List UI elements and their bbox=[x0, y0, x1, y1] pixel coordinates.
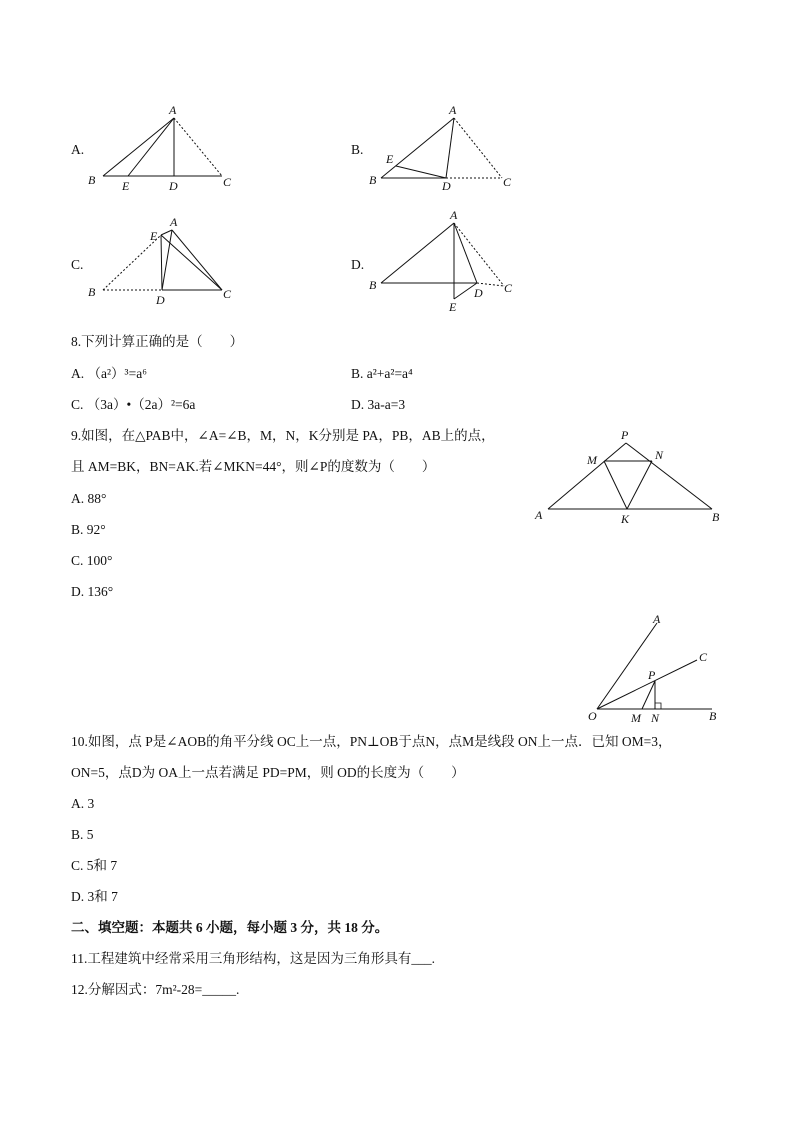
q7c-label-e: E bbox=[150, 229, 158, 243]
q7b-label-e: E bbox=[386, 152, 394, 166]
q7-option-a-label: A. bbox=[71, 142, 85, 157]
q8-option-c: C. （3a）•（2a）²=6a bbox=[71, 397, 196, 412]
q9-label-n: N bbox=[655, 448, 664, 462]
q10-label-o: O bbox=[588, 709, 597, 723]
q12-text: 12.分解因式：7m²-28=_____. bbox=[71, 982, 240, 997]
q9-label-p: P bbox=[621, 428, 629, 442]
q8-option-a: A. （a²）³=a⁶ bbox=[71, 366, 147, 381]
q7a-label-c: C bbox=[223, 175, 232, 189]
q10-stem-line1: 10.如图，点 P是∠AOB的角平分线 OC上一点，PN⊥OB于点N，点M是线段 ON上一点．已知 OM=3， bbox=[71, 734, 672, 749]
q8-option-d: D. 3a-a=3 bbox=[351, 397, 406, 412]
q7a-label-d: D bbox=[169, 179, 178, 190]
q7d-label-e: E bbox=[449, 300, 457, 314]
q7a-label-b: B bbox=[88, 173, 96, 187]
q7-figure-b bbox=[366, 100, 526, 190]
q7b-label-b: B bbox=[369, 173, 377, 187]
q10-option-c: C. 5和 7 bbox=[71, 858, 118, 873]
q9-stem-line1: 9.如图，在△PAB中，∠A=∠B，M，N，K分别是 PA，PB，AB上的点， bbox=[71, 428, 495, 443]
q9-option-c: C. 100° bbox=[71, 553, 113, 568]
q7b-label-a: A bbox=[449, 103, 457, 117]
q7-option-d-label: D. bbox=[351, 257, 365, 272]
q7-figure-c bbox=[88, 212, 248, 307]
q10-option-a: A. 3 bbox=[71, 796, 95, 811]
q7c-label-c: C bbox=[223, 287, 232, 301]
q10-figure bbox=[582, 608, 732, 723]
q8-stem: 8.下列计算正确的是（ ） bbox=[71, 334, 244, 349]
q9-label-k: K bbox=[621, 512, 630, 525]
q11-text: 11.工程建筑中经常采用三角形结构，这是因为三角形具有___. bbox=[71, 951, 435, 966]
q7d-label-a: A bbox=[450, 208, 458, 222]
q7c-label-a: A bbox=[170, 215, 178, 229]
q7b-label-c: C bbox=[503, 175, 512, 189]
q10-label-p: P bbox=[648, 668, 656, 682]
q7a-label-e: E bbox=[122, 179, 130, 190]
q10-stem-line2: ON=5，点D为 OA上一点若满足 PD=PM，则 OD的长度为（ ） bbox=[71, 765, 465, 780]
q10-label-b: B bbox=[709, 709, 717, 723]
q7c-label-b: B bbox=[88, 285, 96, 299]
q9-figure bbox=[530, 425, 730, 525]
q7-figure-d bbox=[366, 205, 536, 315]
q7d-label-b: B bbox=[369, 278, 377, 292]
q7b-label-d: D bbox=[442, 179, 451, 190]
q9-option-a: A. 88° bbox=[71, 491, 107, 506]
q10-label-a: A bbox=[653, 612, 661, 626]
q7d-label-d: D bbox=[474, 286, 483, 300]
q10-label-n: N bbox=[651, 711, 660, 723]
q9-label-m: M bbox=[587, 453, 597, 467]
q7a-label-a: A bbox=[169, 103, 177, 117]
q10-option-b: B. 5 bbox=[71, 827, 94, 842]
q7-option-b-label: B. bbox=[351, 142, 364, 157]
q9-label-b: B bbox=[712, 510, 720, 524]
q7c-label-d: D bbox=[156, 293, 165, 307]
section2-heading: 二、填空题：本题共 6 小题，每小题 3 分，共 18 分。 bbox=[71, 920, 389, 935]
q9-label-a: A bbox=[535, 508, 543, 522]
q9-option-d: D. 136° bbox=[71, 584, 114, 599]
q9-option-b: B. 92° bbox=[71, 522, 106, 537]
q7-figure-a bbox=[88, 100, 248, 190]
q7-option-c-label: C. bbox=[71, 257, 84, 272]
q10-label-m: M bbox=[631, 711, 641, 723]
q10-option-d: D. 3和 7 bbox=[71, 889, 118, 904]
q8-option-b: B. a²+a²=a⁴ bbox=[351, 366, 413, 381]
q7d-label-c: C bbox=[504, 281, 513, 295]
q10-label-c: C bbox=[699, 650, 708, 664]
q9-stem-line2: 且 AM=BK，BN=AK.若∠MKN=44°，则∠P的度数为（ ） bbox=[71, 459, 436, 474]
